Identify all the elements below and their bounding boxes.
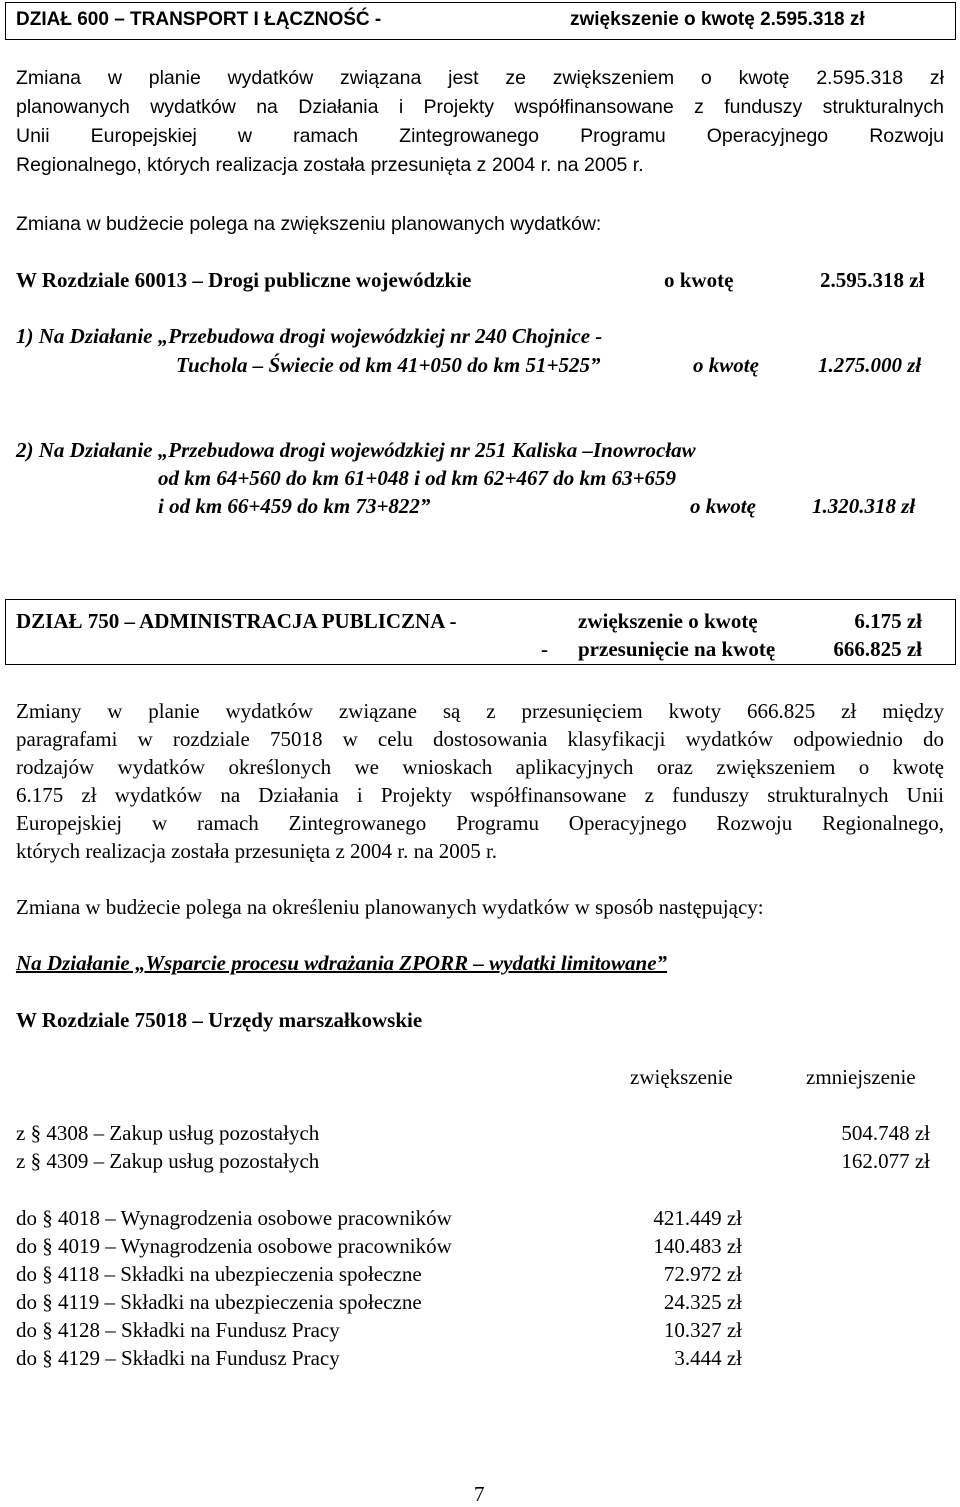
decrease-row-amount: 162.077 zł <box>841 1149 930 1173</box>
decrease-row-label: z § 4309 – Zakup usług pozostałych <box>16 1149 320 1173</box>
para-line: Zmiana w planie wydatków związana jest ze zwiększeniem o kwotę 2.595.318 zł <box>16 67 944 89</box>
section-750-header-shift: przesunięcie na kwotę <box>578 637 776 661</box>
increase-row-amount: 24.325 zł <box>663 1290 742 1314</box>
increase-row-label: do § 4129 – Składki na Fundusz Pracy <box>16 1346 340 1370</box>
increase-row-amount: 421.449 zł <box>653 1206 742 1230</box>
item-2-line-2: od km 64+560 do km 61+048 i od km 62+467 do km 63+659 <box>158 466 677 490</box>
item-1-line-2: Tuchola – Świecie od km 41+050 do km 51+525” <box>176 353 601 377</box>
para-line: rodzajów wydatków określonych we wnioskach aplikacyjnych oraz zwiększeniem o kwotę <box>16 755 944 779</box>
section-600-header-title: DZIAŁ 600 – TRANSPORT I ŁĄCZNOŚĆ - <box>16 9 382 30</box>
para-line: Unii Europejskiej w ramach Zintegrowanego Programu Operacyjnego Rozwoju <box>16 125 944 147</box>
para-line: paragrafami w rozdziale 75018 w celu dostosowania klasyfikacji wydatków odpowiednio do <box>16 727 944 751</box>
section-600-header-amount: zwiększenie o kwotę 2.595.318 zł <box>570 9 865 30</box>
rozdzial-75018-label: W Rozdziale 75018 – Urzędy marszałkowskie <box>16 1008 423 1032</box>
section-750-header-title: DZIAŁ 750 – ADMINISTRACJA PUBLICZNA - <box>16 609 457 633</box>
item-1-kwota-label: o kwotę <box>693 353 759 377</box>
increase-row-amount: 140.483 zł <box>653 1234 742 1258</box>
dzialanie-heading: Na Działanie „Wsparcie procesu wdrażania ZPORR – wydatki limitowane” <box>16 951 668 975</box>
section-600-change-intro: Zmiana w budżecie polega na zwiększeniu planowanych wydatków: <box>16 213 602 235</box>
section-750-header-increase-amount: 6.175 zł <box>854 609 922 633</box>
section-750-header-dash: - <box>541 637 548 661</box>
decrease-row-label: z § 4308 – Zakup usług pozostałych <box>16 1121 320 1145</box>
para-line: planowanych wydatków na Działania i Projekty współfinansowane z funduszy strukturalnych <box>16 96 944 118</box>
para-line: Zmiany w planie wydatków związane są z przesunięciem kwoty 666.825 zł między <box>16 699 944 723</box>
item-2-kwota-label: o kwotę <box>690 494 756 518</box>
para-line: Europejskiej w ramach Zintegrowanego Programu Operacyjnego Rozwoju Regionalnego, <box>16 811 944 835</box>
page-number: 7 <box>474 1482 485 1506</box>
item-1-line-1: 1) Na Działanie „Przebudowa drogi wojewódzkiej nr 240 Chojnice - <box>16 324 603 348</box>
rozdzial-60013-kwota: 2.595.318 zł <box>820 268 925 292</box>
increase-row-amount: 3.444 zł <box>674 1346 742 1370</box>
increase-row-amount: 10.327 zł <box>663 1318 742 1342</box>
section-750-change-intro: Zmiana w budżecie polega na określeniu planowanych wydatków w sposób następujący: <box>16 895 764 919</box>
increase-row-amount: 72.972 zł <box>663 1262 742 1286</box>
increase-row-label: do § 4019 – Wynagrodzenia osobowe pracowników <box>16 1234 452 1258</box>
para-line: których realizacja została przesunięta z 2004 r. na 2005 r. <box>16 839 498 863</box>
item-2-line-1: 2) Na Działanie „Przebudowa drogi wojewódzkiej nr 251 Kaliska –Inowrocław <box>16 438 696 462</box>
item-2-kwota: 1.320.318 zł <box>812 494 916 518</box>
increase-row-label: do § 4118 – Składki na ubezpieczenia społeczne <box>16 1262 422 1286</box>
section-750-header-increase: zwiększenie o kwotę <box>578 609 758 633</box>
increase-row-label: do § 4128 – Składki na Fundusz Pracy <box>16 1318 340 1342</box>
column-header-increase: zwiększenie <box>630 1065 733 1089</box>
para-line: 6.175 zł wydatków na Działania i Projekty współfinansowane z funduszy strukturalnych Unii <box>16 783 944 807</box>
rozdzial-60013-label: W Rozdziale 60013 – Drogi publiczne wojewódzkie <box>16 268 472 292</box>
column-header-decrease: zmniejszenie <box>806 1065 916 1089</box>
item-1-kwota: 1.275.000 zł <box>818 353 922 377</box>
decrease-row-amount: 504.748 zł <box>841 1121 930 1145</box>
rozdzial-60013-kwota-label: o kwotę <box>664 268 734 292</box>
increase-row-label: do § 4018 – Wynagrodzenia osobowe pracowników <box>16 1206 452 1230</box>
item-2-line-3: i od km 66+459 do km 73+822” <box>158 494 431 518</box>
section-750-header-shift-amount: 666.825 zł <box>833 637 922 661</box>
increase-row-label: do § 4119 – Składki na ubezpieczenia społeczne <box>16 1290 422 1314</box>
para-line: Regionalnego, których realizacja została przesunięta z 2004 r. na 2005 r. <box>16 154 644 176</box>
